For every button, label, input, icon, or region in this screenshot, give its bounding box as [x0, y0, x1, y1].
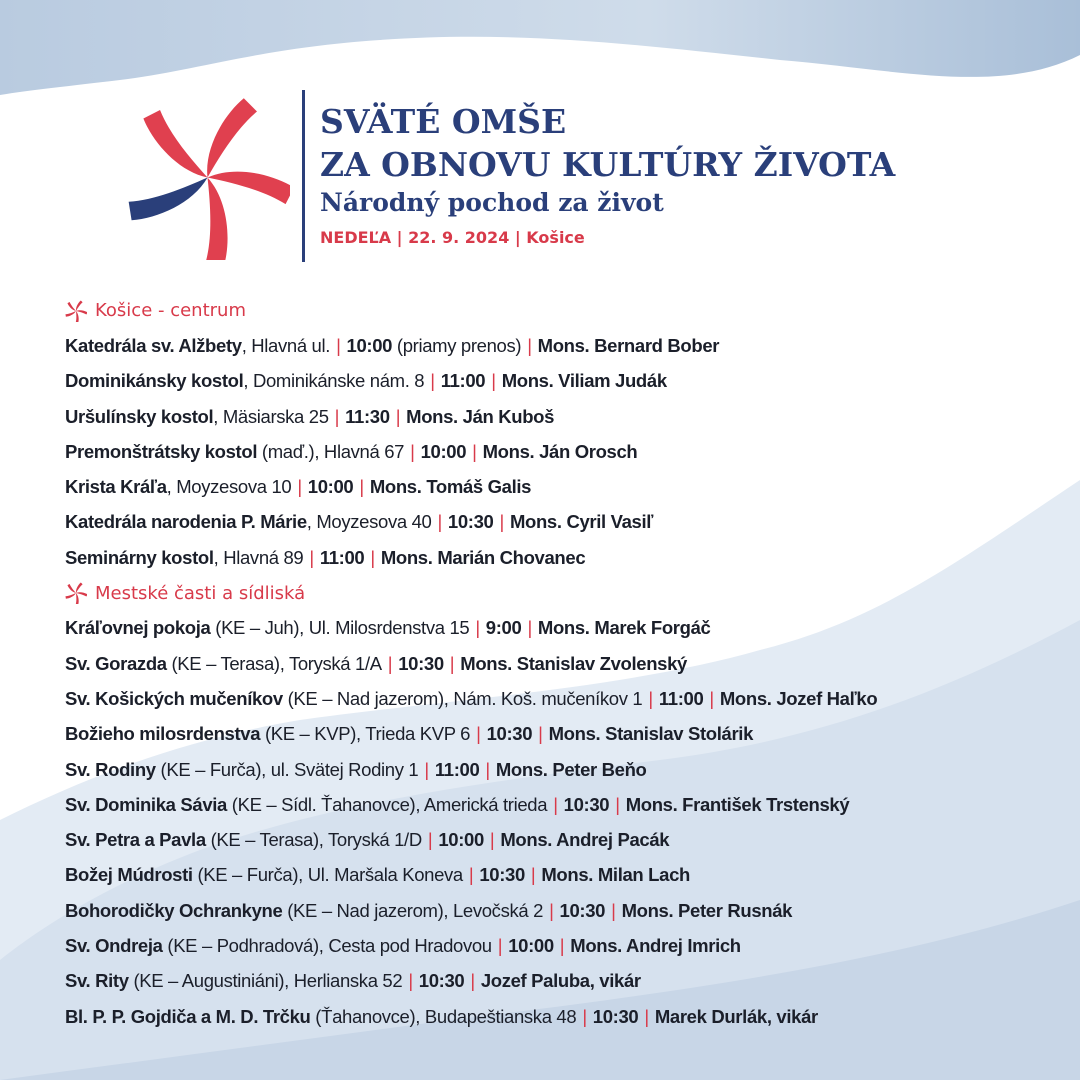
mass-time: 9:00: [485, 617, 522, 639]
separator: |: [470, 970, 475, 992]
church-address: (KE – Nad jazerom), Levočská 2: [282, 899, 544, 921]
mass-time: 10:30: [563, 793, 610, 815]
celebrant: Mons. Andrej Imrich: [570, 934, 741, 956]
church-address: (KE – Sídl. Ťahanovce), Americká trieda: [227, 793, 548, 815]
celebrant: Marek Durlák, vikár: [654, 1005, 818, 1027]
separator: |: [527, 617, 532, 639]
celebrant: Mons. Tomáš Galis: [369, 476, 532, 498]
schedule-row: [65, 928, 1075, 963]
schedule-row: [65, 469, 1075, 504]
church-address: , Dominikánske nám. 8: [243, 370, 425, 392]
schedule-row: [65, 505, 1075, 540]
celebrant: Mons. Ján Kuboš: [406, 405, 555, 427]
church-name: Dominikánsky kostol: [65, 370, 244, 392]
separator: |: [615, 793, 620, 815]
separator: |: [427, 829, 433, 851]
celebrant: Mons. Andrej Pacák: [500, 829, 670, 851]
schedule-row: [65, 893, 1075, 928]
celebrant: Mons. Stanislav Zvolenský: [460, 652, 687, 674]
church-address: , Moyzesova 40: [306, 511, 432, 533]
church-address: (KE – KVP), Trieda KVP 6: [260, 723, 471, 745]
mass-time: 10:00: [307, 476, 354, 498]
separator: |: [497, 934, 503, 956]
church-address: (Ťahanovce), Budapeštianska 48: [310, 1005, 577, 1027]
separator: |: [437, 511, 442, 533]
celebrant: Mons. Peter Beňo: [495, 758, 647, 780]
mass-time: 10:30: [447, 511, 494, 533]
mass-time: 10:30: [592, 1005, 639, 1027]
mass-time: 11:00: [440, 370, 486, 392]
separator: |: [491, 370, 496, 392]
church-name: Božej Múdrosti: [65, 864, 193, 886]
section-title: Mestské časti a sídliská: [95, 582, 306, 604]
celebrant: Jozef Paluba, vikár: [480, 970, 641, 992]
section-title: Košice - centrum: [95, 300, 246, 322]
separator: |: [476, 723, 481, 745]
church-name: Seminárny kostol: [65, 546, 214, 568]
separator: |: [468, 864, 474, 886]
separator: |: [336, 334, 341, 356]
schedule-row: [65, 399, 1075, 434]
schedule-row: [65, 858, 1075, 893]
church-address: , Mäsiarska 25: [213, 405, 329, 427]
separator: |: [611, 899, 616, 921]
celebrant: Mons. Jozef Haľko: [719, 687, 878, 709]
schedule-row: [65, 611, 1075, 646]
separator: |: [538, 723, 543, 745]
header-divider: [302, 90, 305, 262]
church-name: Katedrála sv. Alžbety: [65, 334, 242, 356]
separator: |: [559, 934, 565, 956]
mass-time: 10:00: [438, 829, 484, 851]
separator: |: [359, 476, 364, 498]
mass-time: 10:00: [346, 334, 393, 356]
church-address: (KE – Furča), ul. Svätej Rodiny 1: [155, 758, 419, 780]
mass-time: 10:30: [479, 864, 525, 886]
schedule-row: [65, 964, 1075, 999]
church-name: Bohorodičky Ochrankyne: [65, 899, 283, 921]
mass-time: 11:00: [658, 687, 704, 709]
schedule-row: [65, 646, 1075, 681]
celebrant: Mons. Marián Chovanec: [380, 546, 586, 568]
pinwheel-logo-icon: [125, 95, 290, 260]
celebrant: Mons. Ján Orosch: [482, 440, 638, 462]
separator: |: [297, 476, 302, 498]
church-name: Uršulínsky kostol: [65, 405, 214, 427]
church-name: Sv. Ondreja: [65, 934, 163, 956]
section-heading: [65, 575, 1075, 610]
celebrant: Mons. Bernard Bober: [537, 334, 720, 356]
celebrant: Mons. Cyril Vasiľ: [509, 511, 654, 533]
schedule-row: [65, 328, 1075, 363]
church-address: , Moyzesova 10: [166, 476, 292, 498]
celebrant: Mons. Stanislav Stolárik: [548, 723, 754, 745]
mass-time: 10:30: [486, 723, 533, 745]
separator: |: [527, 334, 532, 356]
mass-time: 11:00: [319, 546, 365, 568]
mass-time: 10:00: [508, 934, 554, 956]
title-line-2: ZA OBNOVU KULTÚRY ŽIVOTA: [320, 145, 896, 184]
pinwheel-bullet-icon: [65, 300, 95, 322]
separator: |: [644, 1005, 649, 1027]
schedule-row: [65, 752, 1075, 787]
schedule-row: [65, 787, 1075, 822]
church-name: Kráľovnej pokoja: [65, 617, 211, 639]
separator: |: [408, 970, 413, 992]
church-name: Sv. Rity: [65, 970, 129, 992]
separator: |: [309, 546, 314, 568]
separator: |: [410, 440, 415, 462]
schedule-row: [65, 717, 1075, 752]
separator: |: [395, 405, 401, 427]
church-address: (KE – Nad jazerom), Nám. Koš. mučeníkov 1: [282, 687, 643, 709]
church-name: Bl. P. P. Gojdiča a M. D. Trčku: [65, 1005, 311, 1027]
mass-time: 10:00: [420, 440, 467, 462]
celebrant: Mons. Peter Rusnák: [621, 899, 793, 921]
separator: |: [499, 511, 504, 533]
separator: |: [582, 1005, 587, 1027]
church-name: Sv. Gorazda: [65, 652, 167, 674]
separator: |: [489, 829, 495, 851]
mass-schedule: [65, 293, 1075, 1034]
separator: |: [709, 687, 714, 709]
church-name: Sv. Rodiny: [65, 758, 156, 780]
schedule-row: [65, 540, 1075, 575]
church-address: (KE – Juh), Ul. Milosrdenstva 15: [210, 617, 470, 639]
separator: |: [430, 370, 435, 392]
separator: |: [472, 440, 477, 462]
schedule-row: [65, 681, 1075, 716]
church-address: (KE – Augustiniáni), Herlianska 52: [128, 970, 403, 992]
separator: |: [475, 617, 480, 639]
church-name: Božieho milosrdenstva: [65, 723, 261, 745]
church-name: Katedrála narodenia P. Márie: [65, 511, 307, 533]
event-date: NEDEĽA | 22. 9. 2024 | Košice: [320, 228, 585, 247]
church-address: (KE – Terasa), Toryská 1/A: [166, 652, 382, 674]
section-heading: [65, 293, 1075, 328]
separator: |: [553, 793, 558, 815]
church-name: Krista Kráľa: [65, 476, 167, 498]
header: [320, 100, 895, 250]
separator: |: [530, 864, 536, 886]
mass-time: 11:30: [345, 405, 390, 427]
celebrant: Mons. František Trstenský: [625, 793, 850, 815]
church-address: , Hlavná ul.: [241, 334, 331, 356]
church-name: Premonštrátsky kostol: [65, 440, 258, 462]
church-address: (KE – Terasa), Toryská 1/D: [205, 829, 422, 851]
schedule-row: [65, 822, 1075, 857]
separator: |: [387, 652, 393, 674]
separator: |: [485, 758, 490, 780]
pinwheel-bullet-icon: [65, 582, 95, 604]
separator: |: [648, 687, 653, 709]
church-address: (maď.), Hlavná 67: [257, 440, 405, 462]
church-address: (KE – Podhradová), Cesta pod Hradovou: [162, 934, 492, 956]
mass-note: (priamy prenos): [392, 334, 522, 356]
separator: |: [549, 899, 554, 921]
separator: |: [424, 758, 429, 780]
mass-time: 11:00: [434, 758, 480, 780]
mass-time: 10:30: [398, 652, 444, 674]
church-name: Sv. Petra a Pavla: [65, 829, 206, 851]
separator: |: [370, 546, 375, 568]
mass-time: 10:30: [559, 899, 606, 921]
church-name: Sv. Dominika Sávia: [65, 793, 227, 815]
schedule-row: [65, 999, 1075, 1034]
celebrant: Mons. Marek Forgáč: [537, 617, 711, 639]
title-line-1: SVÄTÉ OMŠE: [320, 102, 567, 141]
separator: |: [334, 405, 340, 427]
church-address: , Hlavná 89: [213, 546, 304, 568]
celebrant: Mons. Viliam Judák: [501, 370, 667, 392]
mass-time: 10:30: [418, 970, 465, 992]
church-address: (KE – Furča), Ul. Maršala Koneva: [192, 864, 463, 886]
church-name: Sv. Košických mučeníkov: [65, 687, 283, 709]
separator: |: [449, 652, 455, 674]
schedule-row: [65, 434, 1075, 469]
celebrant: Mons. Milan Lach: [541, 864, 690, 886]
schedule-row: [65, 364, 1075, 399]
subtitle: Národný pochod za život: [320, 188, 664, 217]
